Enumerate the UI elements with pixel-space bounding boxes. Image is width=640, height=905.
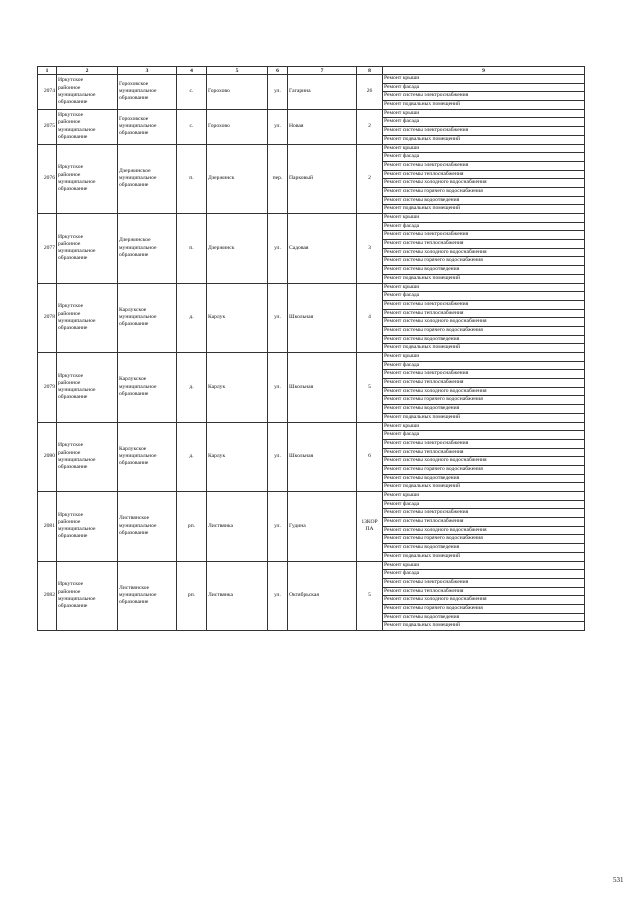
- work-item: Ремонт системы электроснабжения: [383, 92, 584, 101]
- settlement-cell: Дзержинск: [207, 214, 268, 284]
- header-cell: 1: [38, 67, 57, 75]
- street-type-cell: ул.: [268, 75, 288, 110]
- work-item: Ремонт подвальных помещений: [384, 483, 461, 490]
- document-sheet: [37, 66, 585, 631]
- district-cell-line: районное: [58, 380, 81, 387]
- house-number-cell-line: 3: [368, 244, 371, 251]
- municipality-cell-line: Гороховское: [119, 115, 149, 122]
- header-cell: 6: [268, 67, 288, 75]
- work-item: Ремонт крыши: [383, 423, 584, 432]
- municipality-cell-line: Дзержинское: [119, 237, 151, 244]
- table-row: [38, 283, 585, 353]
- work-item: Ремонт системы холодного водоснабжения: [383, 596, 584, 605]
- district-cell-line: муниципальное: [58, 387, 96, 394]
- header-cell: 8: [357, 67, 383, 75]
- municipality-cell-line: муниципальное: [119, 453, 157, 460]
- street-type-cell: ул.: [268, 561, 288, 631]
- municipality-cell: [118, 109, 177, 144]
- work-item: Ремонт системы холодного водоснабжения: [383, 318, 584, 327]
- district-cell-line: муниципальное: [58, 248, 96, 255]
- district-cell: [57, 353, 118, 423]
- work-item: Ремонт крыши: [383, 284, 584, 293]
- settlement-cell: Дзержинск: [207, 144, 268, 214]
- work-item: Ремонт подвальных помещений: [384, 205, 461, 212]
- settlement-cell: Горохово: [207, 75, 268, 110]
- record-number: 2081: [38, 492, 57, 562]
- work-item: Ремонт системы теплоснабжения: [383, 240, 584, 249]
- house-number-cell: [357, 144, 383, 214]
- work-item: Ремонт системы электроснабжения: [383, 162, 584, 171]
- district-cell-line: образование: [58, 255, 88, 262]
- works-cell: [383, 109, 585, 144]
- work-item: Ремонт крыши: [383, 353, 584, 362]
- street-type-cell: пер.: [268, 144, 288, 214]
- district-cell-line: Иркутское: [58, 164, 84, 171]
- district-cell: [57, 422, 118, 492]
- settlement-type-cell: д.: [177, 283, 207, 353]
- municipality-cell-line: образование: [119, 95, 149, 102]
- work-item: Ремонт системы горячего водоснабжения: [383, 466, 584, 475]
- work-item: Ремонт фасада: [383, 292, 584, 301]
- table-row: [38, 492, 585, 562]
- settlement-type-cell: п.: [177, 214, 207, 284]
- municipality-cell: [118, 492, 177, 562]
- district-cell-line: районное: [58, 519, 81, 526]
- settlement-cell: Листвянка: [207, 561, 268, 631]
- street-type-cell: ул.: [268, 109, 288, 144]
- work-item: Ремонт системы водоотведения: [383, 614, 584, 623]
- municipality-cell-line: Карлукское: [119, 376, 147, 383]
- street-type-cell: ул.: [268, 283, 288, 353]
- municipality-cell-line: муниципальное: [119, 522, 157, 529]
- header-row: [38, 67, 585, 75]
- work-item: Ремонт системы электроснабжения: [383, 440, 584, 449]
- table-row: [38, 561, 585, 631]
- work-item: Ремонт системы холодного водоснабжения: [383, 457, 584, 466]
- works-cell: [383, 283, 585, 353]
- district-cell-line: районное: [58, 449, 81, 456]
- work-item: Ремонт крыши: [383, 110, 584, 119]
- district-cell: [57, 144, 118, 214]
- page-number: 531: [613, 876, 624, 884]
- work-item: Ремонт системы водоотведения: [383, 405, 584, 414]
- municipality-cell: [118, 214, 177, 284]
- works-cell: [383, 214, 585, 284]
- district-cell-line: муниципальное: [58, 178, 96, 185]
- municipality-cell-line: муниципальное: [119, 175, 157, 182]
- header-cell: 2: [57, 67, 118, 75]
- settlement-type-cell: п.: [177, 144, 207, 214]
- district-cell: [57, 109, 118, 144]
- work-item: Ремонт крыши: [383, 492, 584, 501]
- table-row: [38, 353, 585, 423]
- house-number-cell-line: 5: [368, 592, 371, 599]
- house-number-cell: [357, 283, 383, 353]
- street-type-cell: ул.: [268, 422, 288, 492]
- work-item: Ремонт системы водоотведения: [383, 336, 584, 345]
- table-row: [38, 109, 585, 144]
- work-item: Ремонт системы горячего водоснабжения: [383, 188, 584, 197]
- district-cell: [57, 492, 118, 562]
- works-cell: [383, 422, 585, 492]
- district-cell-line: муниципальное: [58, 317, 96, 324]
- district-cell-line: образование: [58, 602, 88, 609]
- work-item: Ремонт системы теплоснабжения: [383, 171, 584, 180]
- house-number-cell: [357, 109, 383, 144]
- work-item: Ремонт системы теплоснабжения: [383, 588, 584, 597]
- work-item: Ремонт крыши: [383, 214, 584, 223]
- district-cell-line: муниципальное: [58, 526, 96, 533]
- works-cell: [383, 353, 585, 423]
- district-cell-line: муниципальное: [58, 595, 96, 602]
- municipality-cell-line: муниципальное: [119, 383, 157, 390]
- district-cell-line: образование: [58, 394, 88, 401]
- district-cell: [57, 283, 118, 353]
- header-cell: 9: [383, 67, 585, 75]
- house-number-cell-line: 6: [368, 453, 371, 460]
- municipality-cell: [118, 144, 177, 214]
- street-cell: Школьная: [288, 283, 357, 353]
- table-row: [38, 214, 585, 284]
- district-cell-line: образование: [58, 99, 88, 106]
- settlement-type-cell: д.: [177, 353, 207, 423]
- municipality-cell-line: Карлукское: [119, 445, 147, 452]
- house-number-cell-line: 26: [366, 88, 373, 95]
- work-item: Ремонт крыши: [383, 75, 584, 84]
- district-cell-line: Иркутское: [58, 372, 84, 379]
- street-type-cell: ул.: [268, 214, 288, 284]
- work-item: Ремонт системы электроснабжения: [383, 231, 584, 240]
- district-cell-line: Иркутское: [58, 77, 84, 84]
- settlement-type-cell: рп.: [177, 492, 207, 562]
- municipality-cell-line: муниципальное: [119, 123, 157, 130]
- municipality-cell-line: Дзержинское: [119, 167, 151, 174]
- settlement-type-cell: д.: [177, 422, 207, 492]
- district-cell-line: Иркутское: [58, 233, 84, 240]
- district-cell: [57, 561, 118, 631]
- house-number-cell: [357, 353, 383, 423]
- work-item: Ремонт системы электроснабжения: [383, 579, 584, 588]
- street-cell: Новая: [288, 109, 357, 144]
- header-cell: 4: [177, 67, 207, 75]
- district-cell-line: районное: [58, 588, 81, 595]
- settlement-cell: Карлук: [207, 353, 268, 423]
- work-item: Ремонт фасада: [383, 223, 584, 232]
- municipality-cell-line: Карлукское: [119, 306, 147, 313]
- settlement-type-cell: с.: [177, 109, 207, 144]
- district-cell: [57, 75, 118, 110]
- works-cell: [383, 561, 585, 631]
- district-cell-line: образование: [58, 324, 88, 331]
- work-item: Ремонт системы водоотведения: [383, 197, 584, 206]
- work-item: Ремонт системы теплоснабжения: [383, 518, 584, 527]
- municipality-cell-line: образование: [119, 182, 149, 189]
- district-cell-line: Иркутское: [58, 581, 84, 588]
- record-number: 2078: [38, 283, 57, 353]
- house-number-cell-line: 2: [368, 123, 371, 130]
- work-item: Ремонт фасада: [383, 84, 584, 93]
- municipality-cell: [118, 561, 177, 631]
- record-number: 2074: [38, 75, 57, 110]
- house-number-cell-line: 5: [368, 383, 371, 390]
- municipality-cell-line: Гороховское: [119, 81, 149, 88]
- street-cell: Гудина: [288, 492, 357, 562]
- district-cell-line: районное: [58, 310, 81, 317]
- district-cell-line: Иркутское: [58, 511, 84, 518]
- work-item: Ремонт фасада: [383, 362, 584, 371]
- work-item: Ремонт системы горячего водоснабжения: [383, 257, 584, 266]
- district-cell-line: районное: [58, 84, 81, 91]
- municipality-cell-line: образование: [119, 390, 149, 397]
- table-row: [38, 144, 585, 214]
- work-item: Ремонт системы горячего водоснабжения: [383, 327, 584, 336]
- municipality-cell-line: образование: [119, 251, 149, 258]
- street-type-cell: ул.: [268, 492, 288, 562]
- work-item: Ремонт подвальных помещений: [384, 552, 461, 559]
- work-item: Ремонт подвальных помещений: [384, 413, 461, 420]
- work-item: Ремонт системы электроснабжения: [383, 127, 584, 136]
- work-item: Ремонт подвальных помещений: [384, 344, 461, 351]
- municipality-cell-line: муниципальное: [119, 88, 157, 95]
- work-item: Ремонт фасада: [383, 501, 584, 510]
- municipality-cell-line: Листвянское: [119, 515, 150, 522]
- work-item: Ремонт подвальных помещений: [384, 622, 461, 629]
- district-cell-line: муниципальное: [58, 91, 96, 98]
- repair-register-table: [37, 66, 585, 631]
- work-item: Ремонт фасада: [383, 153, 584, 162]
- work-item: Ремонт системы теплоснабжения: [383, 310, 584, 319]
- street-cell: Парковый: [288, 144, 357, 214]
- district-cell-line: районное: [58, 241, 81, 248]
- street-cell: Садовая: [288, 214, 357, 284]
- work-item: Ремонт системы водоотведения: [383, 475, 584, 484]
- work-item: Ремонт системы теплоснабжения: [383, 379, 584, 388]
- work-item: Ремонт системы электроснабжения: [383, 301, 584, 310]
- municipality-cell-line: Листвянское: [119, 584, 150, 591]
- work-item: Ремонт системы горячего водоснабжения: [383, 535, 584, 544]
- work-item: Ремонт фасада: [383, 431, 584, 440]
- street-cell: Гагарина: [288, 75, 357, 110]
- work-item: Ремонт системы водоотведения: [383, 544, 584, 553]
- street-type-cell: ул.: [268, 353, 288, 423]
- house-number-cell: [357, 214, 383, 284]
- record-number: 2077: [38, 214, 57, 284]
- work-item: Ремонт фасада: [383, 570, 584, 579]
- table-row: [38, 422, 585, 492]
- settlement-cell: Горохово: [207, 109, 268, 144]
- works-cell: [383, 492, 585, 562]
- house-number-cell-line: 2: [368, 175, 371, 182]
- street-cell: Школьная: [288, 353, 357, 423]
- house-number-cell-line: 4: [368, 314, 371, 321]
- house-number-cell-line: 13КОР: [361, 519, 378, 526]
- works-cell: [383, 75, 585, 110]
- house-number-cell: [357, 561, 383, 631]
- district-cell-line: муниципальное: [58, 456, 96, 463]
- work-item: Ремонт системы теплоснабжения: [383, 449, 584, 458]
- settlement-type-cell: с.: [177, 75, 207, 110]
- work-item: Ремонт подвальных помещений: [384, 101, 461, 108]
- work-item: Ремонт подвальных помещений: [384, 135, 461, 142]
- work-item: Ремонт системы водоотведения: [383, 266, 584, 275]
- work-item: Ремонт крыши: [383, 145, 584, 154]
- table-row: [38, 75, 585, 110]
- district-cell-line: образование: [58, 185, 88, 192]
- house-number-cell-line: ПА: [365, 526, 374, 533]
- work-item: Ремонт системы холодного водоснабжения: [383, 249, 584, 258]
- header-cell: 7: [288, 67, 357, 75]
- municipality-cell-line: образование: [119, 599, 149, 606]
- municipality-cell: [118, 75, 177, 110]
- district-cell-line: районное: [58, 171, 81, 178]
- record-number: 2076: [38, 144, 57, 214]
- work-item: Ремонт системы холодного водоснабжения: [383, 388, 584, 397]
- district-cell-line: образование: [58, 463, 88, 470]
- work-item: Ремонт фасада: [383, 118, 584, 127]
- record-number: 2075: [38, 109, 57, 144]
- work-item: Ремонт системы холодного водоснабжения: [383, 527, 584, 536]
- record-number: 2079: [38, 353, 57, 423]
- work-item: Ремонт системы холодного водоснабжения: [383, 179, 584, 188]
- header-cell: 5: [207, 67, 268, 75]
- settlement-cell: Листвянка: [207, 492, 268, 562]
- work-item: Ремонт системы горячего водоснабжения: [383, 605, 584, 614]
- settlement-type-cell: рп.: [177, 561, 207, 631]
- header-cell: 3: [118, 67, 177, 75]
- house-number-cell: [357, 422, 383, 492]
- district-cell-line: образование: [58, 133, 88, 140]
- municipality-cell-line: муниципальное: [119, 592, 157, 599]
- work-item: Ремонт подвальных помещений: [384, 274, 461, 281]
- record-number: 2080: [38, 422, 57, 492]
- district-cell-line: Иркутское: [58, 112, 84, 119]
- municipality-cell-line: образование: [119, 130, 149, 137]
- district-cell-line: образование: [58, 533, 88, 540]
- municipality-cell-line: образование: [119, 321, 149, 328]
- district-cell: [57, 214, 118, 284]
- district-cell-line: Иркутское: [58, 442, 84, 449]
- works-cell: [383, 144, 585, 214]
- district-cell-line: Иркутское: [58, 303, 84, 310]
- settlement-cell: Карлук: [207, 283, 268, 353]
- work-item: Ремонт системы горячего водоснабжения: [383, 396, 584, 405]
- street-cell: Школьная: [288, 422, 357, 492]
- street-cell: Октябрьская: [288, 561, 357, 631]
- district-cell-line: муниципальное: [58, 126, 96, 133]
- work-item: Ремонт системы электроснабжения: [383, 370, 584, 379]
- municipality-cell-line: образование: [119, 529, 149, 536]
- municipality-cell-line: муниципальное: [119, 244, 157, 251]
- house-number-cell: [357, 492, 383, 562]
- municipality-cell: [118, 283, 177, 353]
- municipality-cell-line: образование: [119, 460, 149, 467]
- work-item: Ремонт крыши: [383, 562, 584, 571]
- record-number: 2082: [38, 561, 57, 631]
- settlement-cell: Карлук: [207, 422, 268, 492]
- municipality-cell-line: муниципальное: [119, 314, 157, 321]
- district-cell-line: районное: [58, 119, 81, 126]
- work-item: Ремонт системы электроснабжения: [383, 509, 584, 518]
- municipality-cell: [118, 422, 177, 492]
- municipality-cell: [118, 353, 177, 423]
- house-number-cell: [357, 75, 383, 110]
